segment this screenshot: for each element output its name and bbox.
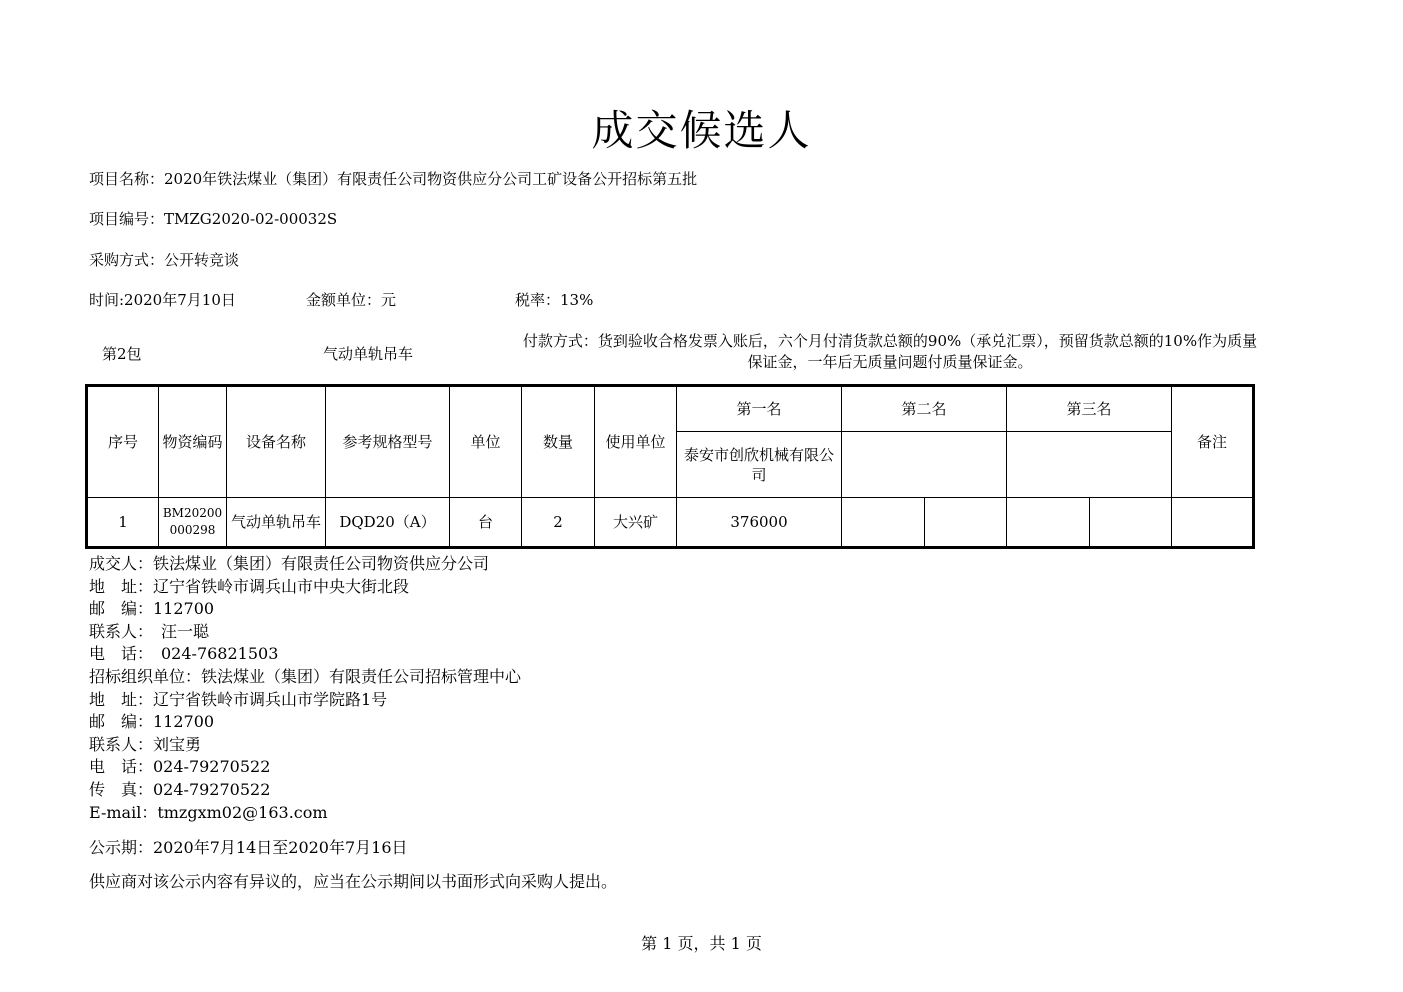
organizer-line: 招标组织单位：铁法煤业（集团）有限责任公司招标管理中心 xyxy=(89,666,522,686)
header-first: 第一名 xyxy=(677,386,842,432)
row-unit: 台 xyxy=(450,498,522,548)
row-third-b xyxy=(1090,498,1172,548)
winner-contact: 联系人： 汪一聪 xyxy=(89,621,210,641)
organizer-email: E-mail：tmzgxm02@163.com xyxy=(89,802,328,822)
row-second-a xyxy=(842,498,925,548)
organizer-address: 地 址：辽宁省铁岭市调兵山市学院路1号 xyxy=(89,689,388,709)
project-name: 项目名称：2020年铁法煤业（集团）有限责任公司物资供应分公司工矿设备公开招标第五批 xyxy=(89,170,698,188)
header-user: 使用单位 xyxy=(595,386,677,498)
tax-rate: 税率：13% xyxy=(515,291,594,309)
row-remark xyxy=(1172,498,1254,548)
organizer-fax: 传 真：024-79270522 xyxy=(89,779,271,799)
first-company: 泰安市创欣机械有限公司 xyxy=(677,432,842,498)
row-third-a xyxy=(1007,498,1090,548)
organizer-contact: 联系人：刘宝勇 xyxy=(89,734,202,754)
row-second-b xyxy=(925,498,1007,548)
organizer-postcode: 邮 编：112700 xyxy=(89,712,215,732)
row-code: BM20200000298 xyxy=(159,498,227,548)
objection-notice: 供应商对该公示内容有异议的，应当在公示期间以书面形式向采购人提出。 xyxy=(89,872,618,891)
header-qty: 数量 xyxy=(522,386,595,498)
winner-address: 地 址：辽宁省铁岭市调兵山市中央大街北段 xyxy=(89,576,410,596)
page-title: 成交候选人 xyxy=(591,106,812,155)
header-spec: 参考规格型号 xyxy=(326,386,450,498)
candidate-table xyxy=(85,384,1255,549)
header-seq: 序号 xyxy=(87,386,159,498)
contact-info xyxy=(89,553,521,824)
winner-postcode: 邮 编：112700 xyxy=(89,599,215,619)
package-number: 第2包 xyxy=(102,345,142,363)
page-footer: 第 1 页，共 1 页 xyxy=(641,934,762,953)
second-company xyxy=(842,432,1007,498)
package-item: 气动单轨吊车 xyxy=(323,345,414,363)
winner-phone: 电 话： 024-76821503 xyxy=(89,644,279,664)
header-remark: 备注 xyxy=(1172,386,1254,498)
purchase-method: 采购方式：公开转竞谈 xyxy=(89,251,240,269)
row-name: 气动单轨吊车 xyxy=(227,498,326,548)
row-user: 大兴矿 xyxy=(595,498,677,548)
row-seq: 1 xyxy=(87,498,159,548)
project-number: 项目编号：TMZG2020-02-00032S xyxy=(89,210,338,228)
payment-terms: 付款方式：货到验收合格发票入账后，六个月付清货款总额的90%（承兑汇票），预留货款总额的10%作为质量保证金，一年后无质量问题付质量保证金。 xyxy=(522,332,1258,371)
row-first-price: 376000 xyxy=(677,498,842,548)
third-company xyxy=(1007,432,1172,498)
header-code: 物资编码 xyxy=(159,386,227,498)
organizer-phone: 电 话：024-79270522 xyxy=(89,757,271,777)
public-period: 公示期：2020年7月14日至2020年7月16日 xyxy=(89,838,408,857)
row-spec: DQD20（A） xyxy=(326,498,450,548)
date: 时间:2020年7月10日 xyxy=(89,291,236,309)
row-qty: 2 xyxy=(522,498,595,548)
header-name: 设备名称 xyxy=(227,386,326,498)
table-row xyxy=(87,498,1254,548)
header-unit: 单位 xyxy=(450,386,522,498)
amount-unit: 金额单位：元 xyxy=(306,291,397,309)
header-third: 第三名 xyxy=(1007,386,1172,432)
header-second: 第二名 xyxy=(842,386,1007,432)
winner-line: 成交人：铁法煤业（集团）有限责任公司物资供应分公司 xyxy=(89,554,490,573)
